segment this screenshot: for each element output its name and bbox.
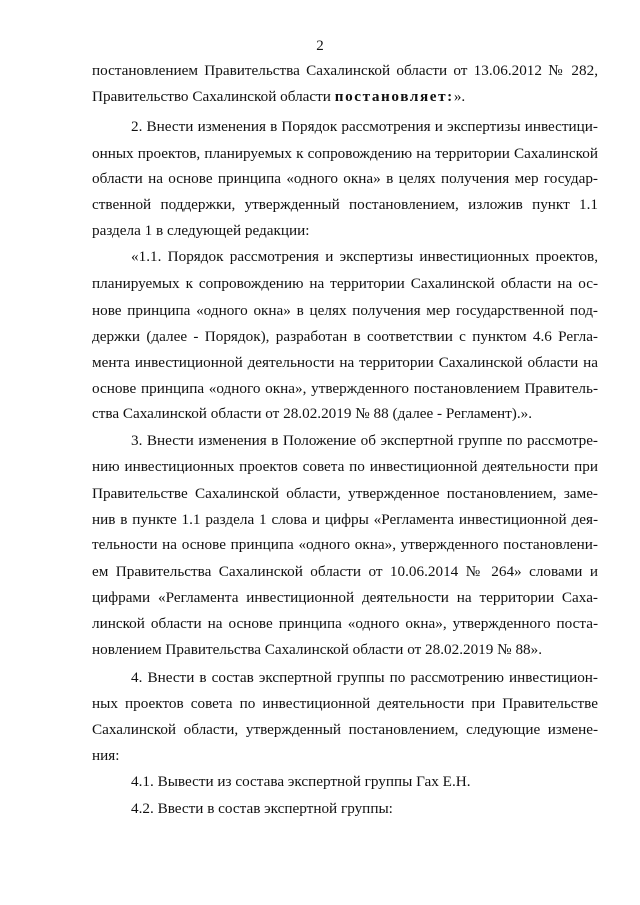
text-line: ных проектов совета по инвестиционной деятельности при Правительстве <box>92 695 598 712</box>
text-line: Сахалинской области, утвержденный постановлением, следующие измене- <box>92 721 598 738</box>
text-line: основе принципа «одного окна», утвержденного постановлением Правитель- <box>92 380 598 397</box>
page-number: 2 <box>316 38 324 54</box>
quote-first-line: «1.1. Порядок рассмотрения и экспертизы инвестиционных проектов, <box>131 248 598 265</box>
text-line: цифрами «Регламента инвестиционной деятельности на территории Саха- <box>92 589 598 606</box>
text-line: нове принципа «одного окна» в целях получения мер государственной под- <box>92 302 598 319</box>
text-line: ния: <box>92 747 120 764</box>
subitem-4-2: 4.2. Ввести в состав экспертной группы: <box>131 800 393 817</box>
paragraph-3-first-line: 3. Внести изменения в Положение об экспертной группе по рассмотре- <box>131 432 598 449</box>
text-fragment: ». <box>453 88 466 105</box>
text-line: тельности на основе принципа «одного окна», утвержденного постановлени- <box>92 536 598 553</box>
emphasized-word: постановляет: <box>334 88 454 105</box>
text-line: области на основе принципа «одного окна» в целях получения мер государ- <box>92 170 598 187</box>
text-line: мента инвестиционной деятельности на территории Сахалинской области на <box>92 354 598 371</box>
text-line: нив в пункте 1.1 раздела 1 слова и цифры «Регламента инвестиционной дея- <box>92 511 598 528</box>
text-line: линской области на основе принципа «одного окна», утвержденного поста- <box>92 615 598 632</box>
text-line: ства Сахалинской области от 28.02.2019 № 88 (далее - Регламент).». <box>92 405 533 422</box>
text-line: планируемых к сопровождению на территории Сахалинской области на ос- <box>92 275 598 292</box>
paragraph-2-first-line: 2. Внести изменения в Порядок рассмотрения и экспертизы инвестици- <box>131 118 598 135</box>
text-line: раздела 1 в следующей редакции: <box>92 222 310 239</box>
text-fragment: Правительство Сахалинской области <box>92 88 335 105</box>
paragraph-4-first-line: 4. Внести в состав экспертной группы по рассмотрению инвестицион- <box>131 669 598 686</box>
text-line <box>92 88 465 106</box>
text-line: Правительстве Сахалинской области, утвержденное постановлением, заме- <box>92 485 598 502</box>
subitem-4-1: 4.1. Вывести из состава экспертной группы Гах Е.Н. <box>131 773 471 790</box>
text-line: новлением Правительства Сахалинской области от 28.02.2019 № 88». <box>92 641 543 658</box>
text-line: держки (далее - Порядок), разработан в соответствии с пунктом 4.6 Регла- <box>92 328 598 345</box>
text-line: онных проектов, планируемых к сопровождению на территории Сахалинской <box>92 145 598 162</box>
text-line: ственной поддержки, утвержденный постановлением, изложив пункт 1.1 <box>92 196 598 213</box>
text-line: нию инвестиционных проектов совета по инвестиционной деятельности при <box>92 458 598 475</box>
text-line: постановлением Правительства Сахалинской области от 13.06.2012 № 282, <box>92 62 598 79</box>
text-line: ем Правительства Сахалинской области от 10.06.2014 № 264» словами и <box>92 563 598 580</box>
